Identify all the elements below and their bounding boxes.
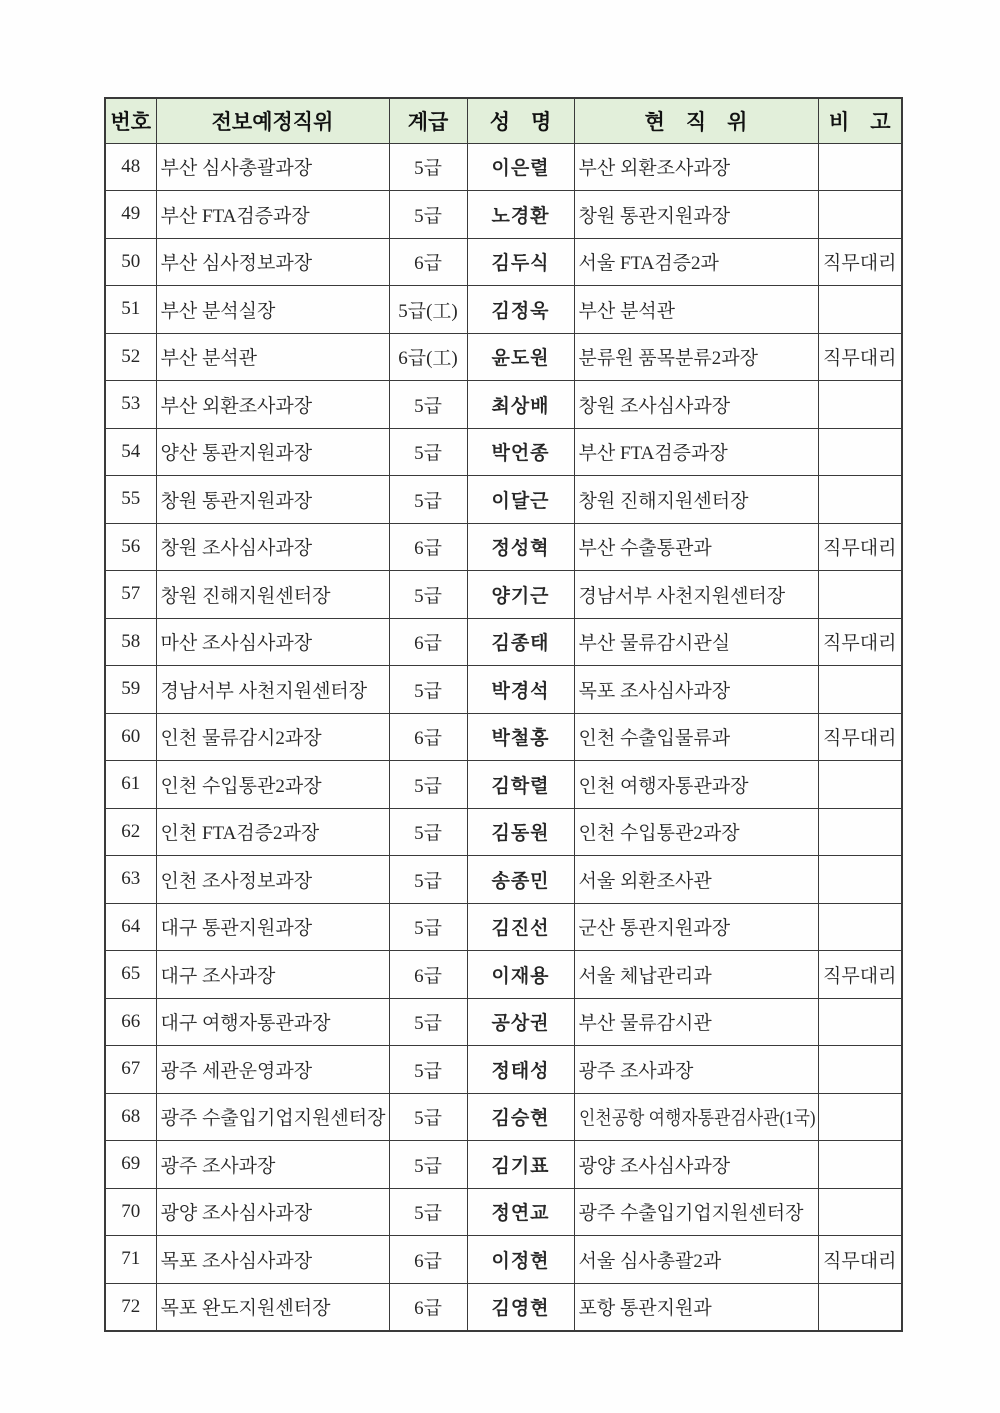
cell-note: 직무대리 — [818, 1236, 902, 1284]
cell-note — [818, 143, 902, 191]
cell-no: 68 — [105, 1093, 156, 1141]
header-rank: 계급 — [389, 98, 467, 143]
cell-new-position: 양산 통관지원과장 — [156, 428, 389, 476]
cell-rank: 6급 — [389, 1283, 467, 1331]
cell-rank: 6급(工) — [389, 333, 467, 381]
cell-name: 김학렬 — [467, 761, 574, 809]
cell-new-position: 광주 수출입기업지원센터장 — [156, 1093, 389, 1141]
cell-new-position: 인천 조사정보과장 — [156, 856, 389, 904]
table-row — [105, 808, 902, 856]
cell-note — [818, 1093, 902, 1141]
cell-new-position: 인천 FTA검증2과장 — [156, 808, 389, 856]
cell-name: 김진선 — [467, 903, 574, 951]
table-row — [105, 191, 902, 239]
cell-no: 62 — [105, 808, 156, 856]
table-row — [105, 1188, 902, 1236]
cell-current-position: 서울 심사총괄2과 — [574, 1236, 818, 1284]
cell-rank: 5급 — [389, 143, 467, 191]
table-row — [105, 618, 902, 666]
cell-name: 최상배 — [467, 381, 574, 429]
table-row — [105, 238, 902, 286]
cell-name: 김정욱 — [467, 286, 574, 334]
cell-no: 49 — [105, 191, 156, 239]
cell-rank: 5급 — [389, 1188, 467, 1236]
cell-name: 이은렬 — [467, 143, 574, 191]
cell-rank: 5급 — [389, 428, 467, 476]
cell-current-position: 부산 외환조사과장 — [574, 143, 818, 191]
table-row — [105, 333, 902, 381]
table-row — [105, 476, 902, 524]
table-row — [105, 951, 902, 999]
cell-current-position: 목포 조사심사과장 — [574, 666, 818, 714]
cell-name: 김기표 — [467, 1141, 574, 1189]
cell-current-position: 광주 조사과장 — [574, 1046, 818, 1094]
table-row — [105, 523, 902, 571]
cell-new-position: 창원 진해지원센터장 — [156, 571, 389, 619]
header-name: 성 명 — [467, 98, 574, 143]
cell-current-position: 인천 수출입물류과 — [574, 713, 818, 761]
cell-current-position: 부산 분석관 — [574, 286, 818, 334]
cell-no: 48 — [105, 143, 156, 191]
table-row — [105, 1283, 902, 1331]
cell-rank: 6급 — [389, 1236, 467, 1284]
cell-current-position: 인천 수입통관2과장 — [574, 808, 818, 856]
cell-current-position: 부산 물류감시관 — [574, 998, 818, 1046]
table-row — [105, 571, 902, 619]
cell-note — [818, 998, 902, 1046]
cell-note: 직무대리 — [818, 333, 902, 381]
cell-rank: 6급 — [389, 951, 467, 999]
cell-note — [818, 1188, 902, 1236]
cell-note: 직무대리 — [818, 618, 902, 666]
cell-note — [818, 808, 902, 856]
table-row — [105, 381, 902, 429]
cell-note: 직무대리 — [818, 713, 902, 761]
cell-name: 윤도원 — [467, 333, 574, 381]
cell-name: 정태성 — [467, 1046, 574, 1094]
cell-new-position: 경남서부 사천지원센터장 — [156, 666, 389, 714]
cell-name: 김동원 — [467, 808, 574, 856]
table-header — [105, 98, 902, 143]
cell-name: 김두식 — [467, 238, 574, 286]
table-row — [105, 1141, 902, 1189]
header-row — [105, 98, 902, 143]
table-body — [105, 143, 902, 1331]
cell-note: 직무대리 — [818, 523, 902, 571]
cell-name: 박언종 — [467, 428, 574, 476]
cell-no: 52 — [105, 333, 156, 381]
table-row — [105, 143, 902, 191]
cell-rank: 5급 — [389, 191, 467, 239]
cell-new-position: 부산 외환조사과장 — [156, 381, 389, 429]
header-no: 번호 — [105, 98, 156, 143]
table-row — [105, 713, 902, 761]
cell-rank: 5급 — [389, 476, 467, 524]
cell-name: 이재용 — [467, 951, 574, 999]
header-new-position: 전보예정직위 — [156, 98, 389, 143]
cell-no: 67 — [105, 1046, 156, 1094]
cell-name: 김승현 — [467, 1093, 574, 1141]
cell-no: 66 — [105, 998, 156, 1046]
cell-rank: 6급 — [389, 238, 467, 286]
cell-current-position: 서울 FTA검증2과 — [574, 238, 818, 286]
cell-note — [818, 476, 902, 524]
table-row — [105, 666, 902, 714]
cell-rank: 5급 — [389, 666, 467, 714]
cell-no: 58 — [105, 618, 156, 666]
cell-no: 57 — [105, 571, 156, 619]
cell-note — [818, 428, 902, 476]
cell-no: 54 — [105, 428, 156, 476]
cell-note — [818, 191, 902, 239]
cell-new-position: 광양 조사심사과장 — [156, 1188, 389, 1236]
cell-current-position: 인천공항 여행자통관검사관(1국) — [574, 1093, 818, 1141]
cell-no: 70 — [105, 1188, 156, 1236]
cell-no: 72 — [105, 1283, 156, 1331]
cell-new-position: 부산 FTA검증과장 — [156, 191, 389, 239]
personnel-transfer-table — [104, 97, 903, 1332]
cell-note — [818, 856, 902, 904]
cell-new-position: 창원 통관지원과장 — [156, 476, 389, 524]
cell-no: 69 — [105, 1141, 156, 1189]
cell-current-position: 군산 통관지원과장 — [574, 903, 818, 951]
cell-new-position: 부산 분석관 — [156, 333, 389, 381]
cell-no: 56 — [105, 523, 156, 571]
cell-new-position: 광주 세관운영과장 — [156, 1046, 389, 1094]
cell-current-position: 서울 체납관리과 — [574, 951, 818, 999]
cell-note — [818, 903, 902, 951]
cell-current-position: 경남서부 사천지원센터장 — [574, 571, 818, 619]
cell-current-position: 포항 통관지원과 — [574, 1283, 818, 1331]
cell-new-position: 부산 분석실장 — [156, 286, 389, 334]
cell-rank: 5급 — [389, 381, 467, 429]
cell-note — [818, 1141, 902, 1189]
cell-rank: 5급(工) — [389, 286, 467, 334]
cell-new-position: 대구 조사과장 — [156, 951, 389, 999]
cell-rank: 6급 — [389, 713, 467, 761]
cell-name: 이달근 — [467, 476, 574, 524]
header-current-position: 현 직 위 — [574, 98, 818, 143]
cell-rank: 5급 — [389, 1046, 467, 1094]
cell-new-position: 대구 통관지원과장 — [156, 903, 389, 951]
cell-note — [818, 571, 902, 619]
cell-no: 71 — [105, 1236, 156, 1284]
cell-no: 59 — [105, 666, 156, 714]
cell-current-position: 창원 진해지원센터장 — [574, 476, 818, 524]
table-row — [105, 428, 902, 476]
cell-new-position: 부산 심사총괄과장 — [156, 143, 389, 191]
cell-rank: 5급 — [389, 761, 467, 809]
cell-current-position: 창원 통관지원과장 — [574, 191, 818, 239]
cell-current-position: 부산 FTA검증과장 — [574, 428, 818, 476]
cell-current-position: 부산 물류감시관실 — [574, 618, 818, 666]
table-row — [105, 998, 902, 1046]
cell-name: 정연교 — [467, 1188, 574, 1236]
cell-rank: 5급 — [389, 1141, 467, 1189]
cell-note — [818, 381, 902, 429]
cell-current-position: 분류원 품목분류2과장 — [574, 333, 818, 381]
cell-name: 공상권 — [467, 998, 574, 1046]
cell-name: 양기근 — [467, 571, 574, 619]
cell-name: 박경석 — [467, 666, 574, 714]
cell-name: 김영현 — [467, 1283, 574, 1331]
cell-rank: 5급 — [389, 998, 467, 1046]
cell-no: 65 — [105, 951, 156, 999]
cell-note — [818, 666, 902, 714]
cell-rank: 5급 — [389, 808, 467, 856]
cell-no: 55 — [105, 476, 156, 524]
cell-no: 53 — [105, 381, 156, 429]
table-row — [105, 286, 902, 334]
cell-no: 64 — [105, 903, 156, 951]
table-row — [105, 1046, 902, 1094]
cell-rank: 5급 — [389, 856, 467, 904]
cell-name: 송종민 — [467, 856, 574, 904]
cell-no: 60 — [105, 713, 156, 761]
cell-name: 정성혁 — [467, 523, 574, 571]
cell-no: 51 — [105, 286, 156, 334]
table-row — [105, 761, 902, 809]
cell-note: 직무대리 — [818, 951, 902, 999]
cell-current-position: 서울 외환조사관 — [574, 856, 818, 904]
cell-name: 노경환 — [467, 191, 574, 239]
cell-note — [818, 1283, 902, 1331]
cell-no: 63 — [105, 856, 156, 904]
cell-current-position: 광양 조사심사과장 — [574, 1141, 818, 1189]
cell-new-position: 인천 수입통관2과장 — [156, 761, 389, 809]
cell-current-position: 광주 수출입기업지원센터장 — [574, 1188, 818, 1236]
cell-new-position: 목포 완도지원센터장 — [156, 1283, 389, 1331]
cell-new-position: 대구 여행자통관과장 — [156, 998, 389, 1046]
cell-new-position: 목포 조사심사과장 — [156, 1236, 389, 1284]
cell-name: 박철홍 — [467, 713, 574, 761]
cell-rank: 6급 — [389, 618, 467, 666]
table-row — [105, 1236, 902, 1284]
cell-current-position: 부산 수출통관과 — [574, 523, 818, 571]
cell-no: 50 — [105, 238, 156, 286]
cell-note: 직무대리 — [818, 238, 902, 286]
cell-rank: 5급 — [389, 1093, 467, 1141]
cell-note — [818, 1046, 902, 1094]
cell-new-position: 광주 조사과장 — [156, 1141, 389, 1189]
cell-note — [818, 286, 902, 334]
cell-new-position: 창원 조사심사과장 — [156, 523, 389, 571]
cell-rank: 6급 — [389, 523, 467, 571]
cell-no: 61 — [105, 761, 156, 809]
cell-current-position: 인천 여행자통관과장 — [574, 761, 818, 809]
table-row — [105, 856, 902, 904]
cell-rank: 5급 — [389, 903, 467, 951]
cell-new-position: 인천 물류감시2과장 — [156, 713, 389, 761]
table-row — [105, 1093, 902, 1141]
cell-current-position: 창원 조사심사과장 — [574, 381, 818, 429]
cell-note — [818, 761, 902, 809]
cell-name: 김종태 — [467, 618, 574, 666]
header-note: 비 고 — [818, 98, 902, 143]
table-row — [105, 903, 902, 951]
cell-rank: 5급 — [389, 571, 467, 619]
cell-name: 이정현 — [467, 1236, 574, 1284]
cell-new-position: 마산 조사심사과장 — [156, 618, 389, 666]
cell-new-position: 부산 심사정보과장 — [156, 238, 389, 286]
